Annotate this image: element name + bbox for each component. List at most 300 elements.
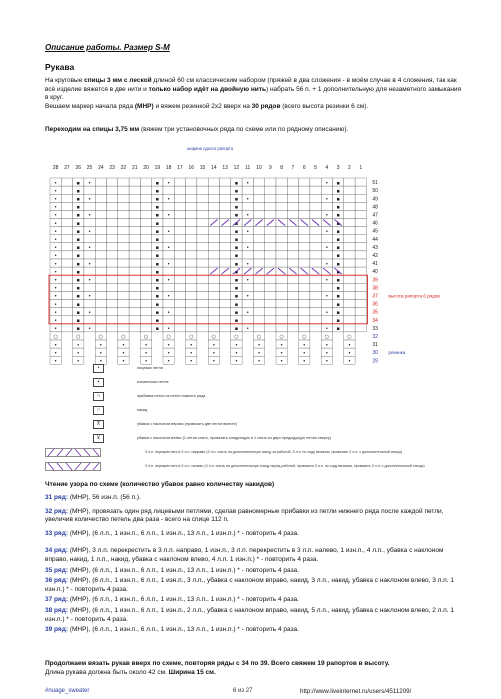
row-31: 31 ряд: (МНР), 56 изн.п. (56 п.).	[45, 494, 141, 501]
chart-cell	[355, 219, 366, 227]
stitch-symbol: ▪	[155, 269, 160, 276]
chart-cell	[242, 202, 253, 210]
stitch-symbol: •	[167, 350, 171, 357]
chart-cell	[344, 219, 355, 227]
chart-cell	[186, 259, 197, 267]
knitting-chart	[45, 150, 465, 365]
chart-cell	[220, 275, 231, 283]
stitch-symbol: ○	[324, 334, 330, 341]
chart-cell	[253, 324, 264, 332]
chart-cell	[299, 210, 310, 218]
stitch-symbol: •	[212, 342, 216, 349]
chart-cell	[287, 235, 298, 243]
chart-cell	[118, 219, 129, 227]
chart-cell	[253, 235, 264, 243]
chart-cell	[355, 308, 366, 316]
stitch-symbol: ▪	[234, 212, 239, 219]
chart-cell	[220, 210, 231, 218]
stitch-symbol: •	[88, 277, 92, 284]
chart-cell	[129, 219, 140, 227]
chart-cell	[265, 283, 276, 291]
chart-cell	[61, 283, 72, 291]
chart-cell	[61, 227, 72, 235]
chart-cell	[299, 291, 310, 299]
stitch-symbol: ▪	[76, 318, 80, 324]
chart-cell	[107, 178, 118, 186]
chart-cell	[208, 259, 219, 267]
chart-cell	[220, 186, 231, 194]
stitch-symbol: •	[88, 245, 92, 252]
stitch-symbol: ▪	[76, 196, 80, 203]
stitch-symbol: •	[189, 342, 193, 349]
chart-cell	[163, 316, 174, 324]
stitch-symbol: ▪	[336, 293, 340, 300]
stitch-symbol: •	[280, 342, 284, 349]
chart-cell	[61, 275, 72, 283]
stitch-symbol: ▪	[336, 277, 340, 284]
stitch-symbol: ▪	[155, 204, 160, 211]
stitch-symbol: ▪	[336, 245, 340, 252]
chart-cell	[276, 251, 287, 259]
chart-cell	[163, 267, 174, 275]
stitch-symbol: •	[325, 309, 329, 316]
chart-cell	[95, 291, 106, 299]
chart-cell	[310, 324, 321, 332]
stitch-symbol: •	[54, 342, 58, 349]
chart-cell	[84, 300, 95, 308]
chart-cell	[220, 308, 231, 316]
chart-cell	[107, 308, 118, 316]
chart-cell	[197, 267, 208, 275]
chart-cell	[197, 186, 208, 194]
chart-cell	[299, 178, 310, 186]
chart-cell	[186, 178, 197, 186]
stitch-symbol: •	[246, 212, 250, 219]
stitch-symbol: ▪	[336, 261, 340, 268]
chart-cell	[95, 202, 106, 210]
stitch-symbol: •	[167, 212, 171, 219]
stitch-symbol: •	[54, 309, 58, 316]
stitch-symbol: •	[246, 293, 250, 300]
chart-cell	[276, 202, 287, 210]
chart-cell	[344, 194, 355, 202]
chart-cell	[129, 259, 140, 267]
col-number: 14	[211, 165, 217, 171]
stitch-symbol: ▪	[76, 228, 80, 235]
chart-cell	[95, 308, 106, 316]
chart-cell	[276, 324, 287, 332]
row-number: 39	[372, 277, 378, 284]
chart-cell	[276, 178, 287, 186]
row-number: 32	[372, 334, 378, 340]
stitch-symbol: ▪	[76, 326, 80, 333]
stitch-symbol: ▪	[234, 326, 239, 333]
row-descriptions	[45, 494, 465, 640]
stitch-symbol: ○	[279, 334, 284, 341]
row-number: 48	[372, 204, 378, 211]
chart-cell	[355, 259, 366, 267]
chart-cell	[344, 324, 355, 332]
chart-cell	[253, 259, 264, 267]
chart-cell	[299, 275, 310, 283]
chart-cell	[61, 316, 72, 324]
chart-cell	[107, 259, 118, 267]
stitch-symbol: •	[280, 350, 284, 357]
stitch-symbol: •	[88, 309, 92, 316]
chart-cell	[107, 291, 118, 299]
row-number: 35	[372, 309, 378, 316]
chart-cell	[186, 194, 197, 202]
row-number: 38	[372, 285, 378, 292]
chart-cell	[265, 210, 276, 218]
stitch-symbol: ▪	[234, 237, 239, 243]
stitch-symbol: •	[246, 261, 250, 268]
chart-cell	[95, 227, 106, 235]
chart-cell	[242, 300, 253, 308]
stitch-symbol: ▪	[336, 204, 340, 211]
row-number: 50	[372, 188, 378, 195]
chart-cell	[310, 202, 321, 210]
chart-cell	[197, 275, 208, 283]
chart-cell	[287, 186, 298, 194]
stitch-symbol: ▪	[155, 326, 160, 333]
row-number: 43	[372, 244, 378, 251]
chart-cell	[118, 300, 129, 308]
col-number: 22	[120, 165, 127, 171]
chart-cell	[174, 227, 185, 235]
stitch-symbol: •	[99, 358, 103, 365]
chart-cell	[355, 243, 366, 251]
chart-cell	[174, 186, 185, 194]
stitch-symbol: •	[54, 228, 58, 235]
chart-cell	[118, 283, 129, 291]
stitch-symbol: •	[167, 196, 171, 203]
chart-cell	[174, 324, 185, 332]
chart-cell	[355, 210, 366, 218]
chart-cell	[344, 259, 355, 267]
stitch-symbol: •	[167, 309, 171, 316]
chart-cell	[208, 202, 219, 210]
chart-cell	[253, 316, 264, 324]
chart-cell	[118, 291, 129, 299]
chart-cell	[276, 243, 287, 251]
chart-cell	[174, 283, 185, 291]
purl-stitch-icon: ▪	[93, 378, 104, 387]
stitch-symbol: •	[54, 301, 58, 308]
chart-cell	[299, 251, 310, 259]
stitch-symbol: ▪	[76, 180, 80, 187]
chart-cell	[253, 227, 264, 235]
stitch-symbol: •	[76, 342, 80, 349]
chart-cell	[95, 243, 106, 251]
stitch-symbol: •	[121, 358, 125, 365]
chart-cell	[107, 275, 118, 283]
chart-cell	[95, 324, 106, 332]
stitch-symbol: •	[302, 350, 306, 357]
chart-cell	[118, 178, 129, 186]
chart-cell	[265, 308, 276, 316]
stitch-symbol: •	[325, 277, 329, 284]
repeat-height-note: высота рапорта 6 рядов	[388, 293, 440, 299]
stitch-symbol: •	[189, 350, 193, 357]
stitch-symbol: •	[88, 261, 92, 268]
page-number: 6 из 27	[233, 688, 253, 694]
stitch-symbol: ▪	[336, 180, 340, 187]
col-number: 1	[359, 165, 363, 171]
chart-cell	[321, 202, 332, 210]
intro-paragraph: На круговые спицы 3 мм с леской длиной 60 см классическим набором (пряжей в два сложения - в моём случае в 4 сложения, так как всё изделие вяжется в две нити и только набор идёт на двойную нить) набрать 56 п. + 1 дополнительную для незаметного замыкания в круг. Вешаем маркер начала ряда (МНР) и вяжем резинкой 2х2 вверх на 30 рядов (всего высота резинки 6 см).	[45, 77, 462, 110]
stitch-symbol: •	[246, 196, 250, 203]
chart-cell	[220, 235, 231, 243]
chart-cell	[197, 316, 208, 324]
stitch-symbol: •	[234, 350, 238, 357]
chart-cell	[287, 194, 298, 202]
chart-cell	[61, 186, 72, 194]
source-url[interactable]: http://www.liveinternet.ru/users/4511209/	[300, 688, 412, 695]
chart-cell	[253, 210, 264, 218]
chart-cell	[287, 291, 298, 299]
chart-cell	[163, 235, 174, 243]
stitch-symbol: •	[76, 358, 80, 365]
chart-cell	[84, 251, 95, 259]
chart-cell	[310, 283, 321, 291]
chart-cell	[95, 275, 106, 283]
chart-cell	[344, 178, 355, 186]
stitch-symbol: ▪	[234, 318, 239, 324]
chart-cell	[163, 251, 174, 259]
col-number: 18	[165, 165, 172, 171]
stitch-symbol: ▪	[234, 245, 239, 252]
chart-cell	[186, 324, 197, 332]
chart-cell	[310, 259, 321, 267]
chart-cell	[163, 219, 174, 227]
chart-cell	[95, 235, 106, 243]
stitch-symbol: ○	[302, 334, 307, 341]
stitch-symbol: •	[54, 253, 58, 260]
chart-cell	[140, 219, 151, 227]
chart-cell	[186, 202, 197, 210]
stitch-symbol: ▪	[336, 326, 340, 333]
chart-cell	[197, 219, 208, 227]
chart-cell	[344, 243, 355, 251]
stitch-symbol: ▪	[336, 228, 340, 235]
stitch-symbol: •	[302, 342, 306, 349]
decrease-left-icon: ⊻	[93, 434, 104, 443]
chart-cell	[140, 210, 151, 218]
knit-stitch-icon: •	[93, 364, 104, 373]
chart-cell	[140, 227, 151, 235]
chart-cell	[61, 308, 72, 316]
stitch-symbol: •	[88, 293, 92, 300]
chart-cell	[276, 316, 287, 324]
stitch-symbol: ○	[256, 334, 262, 341]
col-number: 26	[75, 165, 82, 171]
chart-cell	[321, 186, 332, 194]
row-number: 31	[372, 342, 378, 349]
stitch-symbol: •	[99, 342, 103, 349]
chart-cell	[163, 300, 174, 308]
stitch-symbol: ▪	[76, 261, 80, 268]
stitch-symbol: •	[325, 196, 329, 203]
col-number: 28	[52, 165, 59, 171]
chart-cell	[95, 259, 106, 267]
row-number: 36	[372, 301, 378, 308]
col-number: 9	[268, 165, 272, 171]
chart-cell	[118, 251, 129, 259]
stitch-symbol: ▪	[76, 188, 80, 195]
stitch-symbol: •	[246, 309, 250, 316]
stitch-symbol: •	[325, 358, 329, 365]
chart-cell	[129, 202, 140, 210]
row-35: 35 ряд: (МНР), (6 л.п., 1 изн.п., 6 л.п., 1 изн.п., 13 л.п., 1 изн.п.) * - повторить 4 раза.	[45, 566, 299, 574]
stitch-symbol: ▪	[336, 220, 340, 227]
chart-cell	[140, 283, 151, 291]
chart-cell	[287, 316, 298, 324]
chart-cell	[344, 283, 355, 291]
stitch-symbol: •	[54, 358, 58, 365]
stitch-symbol: •	[54, 293, 58, 300]
chart-cell	[344, 227, 355, 235]
stitch-symbol: •	[54, 180, 58, 187]
needle-switch-note: Переходим на спицы 3,75 мм (вяжем три установочных ряда по схеме или по рядному описанию).	[45, 126, 349, 133]
chart-cell	[174, 219, 185, 227]
chart-cell	[276, 227, 287, 235]
stitch-symbol: ▪	[234, 269, 239, 276]
stitch-symbol: •	[54, 212, 58, 219]
chart-cell	[95, 219, 106, 227]
col-number: 6	[302, 165, 306, 171]
chart-cell	[344, 291, 355, 299]
chart-cell	[355, 291, 366, 299]
stitch-symbol: ○	[189, 334, 194, 341]
chart-cell	[95, 251, 106, 259]
chart-cell	[265, 300, 276, 308]
decrease-right-icon: ⊼	[93, 420, 104, 429]
chart-cell	[208, 227, 219, 235]
chart-cell	[253, 202, 264, 210]
chart-cell	[355, 267, 366, 275]
row-number: 42	[372, 253, 378, 259]
chart-cell	[310, 308, 321, 316]
row-number: 34	[372, 317, 378, 324]
chart-cell	[197, 259, 208, 267]
chart-cell	[220, 300, 231, 308]
stitch-symbol: •	[88, 326, 92, 333]
col-number: 7	[291, 165, 295, 171]
chart-cell	[174, 202, 185, 210]
chart-cell	[95, 194, 106, 202]
stitch-symbol: ▪	[234, 220, 239, 227]
chart-cell	[140, 291, 151, 299]
stitch-symbol: •	[325, 350, 329, 357]
chart-cell	[61, 267, 72, 275]
chart-cell	[208, 235, 219, 243]
stitch-symbol: •	[325, 245, 329, 252]
chart-cell	[61, 219, 72, 227]
chart-cell	[265, 243, 276, 251]
chart-cell	[129, 243, 140, 251]
chart-cell	[355, 300, 366, 308]
stitch-symbol: ▪	[76, 277, 80, 284]
col-number: 5	[314, 165, 317, 171]
col-number: 3	[336, 165, 340, 171]
chart-cell	[276, 235, 287, 243]
chart-cell	[242, 235, 253, 243]
chart-cell	[186, 267, 197, 275]
chart-cell	[276, 186, 287, 194]
col-number: 20	[143, 165, 149, 171]
stitch-symbol: •	[325, 180, 329, 187]
stitch-symbol: •	[257, 358, 261, 365]
chart-cell	[140, 316, 151, 324]
stitch-symbol: •	[325, 342, 329, 349]
stitch-symbol: ▪	[155, 237, 160, 243]
chart-cell	[220, 194, 231, 202]
stitch-symbol: ○	[53, 334, 58, 341]
row-number: 30	[372, 350, 378, 357]
chart-cell	[140, 251, 151, 259]
stitch-symbol: •	[144, 350, 148, 357]
chart-svg	[45, 150, 465, 365]
chart-cell	[344, 316, 355, 324]
chart-cell	[129, 210, 140, 218]
chart-cell	[84, 235, 95, 243]
chart-cell	[208, 243, 219, 251]
chart-cell	[197, 291, 208, 299]
chart-cell	[265, 275, 276, 283]
chart-cell	[95, 267, 106, 275]
chart-cell	[118, 267, 129, 275]
chart-cell	[299, 308, 310, 316]
chart-cell	[321, 316, 332, 324]
chart-cell	[355, 235, 366, 243]
chart-cell	[287, 202, 298, 210]
stitch-symbol: ▪	[155, 180, 160, 187]
chart-cell	[310, 316, 321, 324]
chart-cell	[186, 251, 197, 259]
chart-cell	[61, 259, 72, 267]
chart-cell	[140, 186, 151, 194]
chart-cell	[118, 210, 129, 218]
yarn-over-icon: ○	[93, 406, 104, 415]
row-number: 37	[372, 293, 378, 300]
stitch-symbol: ▪	[155, 318, 160, 324]
stitch-symbol: •	[99, 350, 103, 357]
chart-cell	[253, 178, 264, 186]
chart-cell	[299, 324, 310, 332]
chart-cell	[276, 291, 287, 299]
row-number: 49	[372, 196, 378, 203]
row-34: 34 ряд: (МНР), 3 л.п. перекрестить в 3 л.п. направо, 1 изн.п., 3 л.п. перекрестить в 3 л.п. налево, 1 изн.п., 4 л.п., убавка с наклоном вправо, накид, 1 л.п., накид, убавка с наклоном влево, 4 л.п. 1 изн.п.) * - повторить 4 раза.	[45, 547, 444, 563]
stitch-symbol: ▪	[76, 309, 80, 316]
stitch-symbol: •	[167, 228, 171, 235]
stitch-symbol: •	[76, 350, 80, 357]
col-number: 19	[154, 165, 161, 171]
row-36: 36 ряд: (МНР), (6 л.п., 1 изн.п., 6 л.п., 1 изн.п., 3 л.п., убавка с наклоном вправо, накид, 3 л.п., накид, убавка с наклоном влево, 3 л.п. 1 изн.п.) * - повторить 4 раза.	[45, 577, 455, 593]
chart-cell	[355, 227, 366, 235]
chart-cell	[95, 316, 106, 324]
chart-cell	[276, 283, 287, 291]
chart-cell	[220, 202, 231, 210]
stitch-symbol: ▪	[336, 188, 340, 195]
chart-cell	[208, 283, 219, 291]
stitch-symbol: ▪	[336, 301, 340, 308]
chart-cell	[118, 316, 129, 324]
chart-cell	[220, 316, 231, 324]
stitch-symbol: •	[54, 261, 58, 268]
chart-cell	[140, 300, 151, 308]
col-number: 12	[233, 165, 240, 171]
